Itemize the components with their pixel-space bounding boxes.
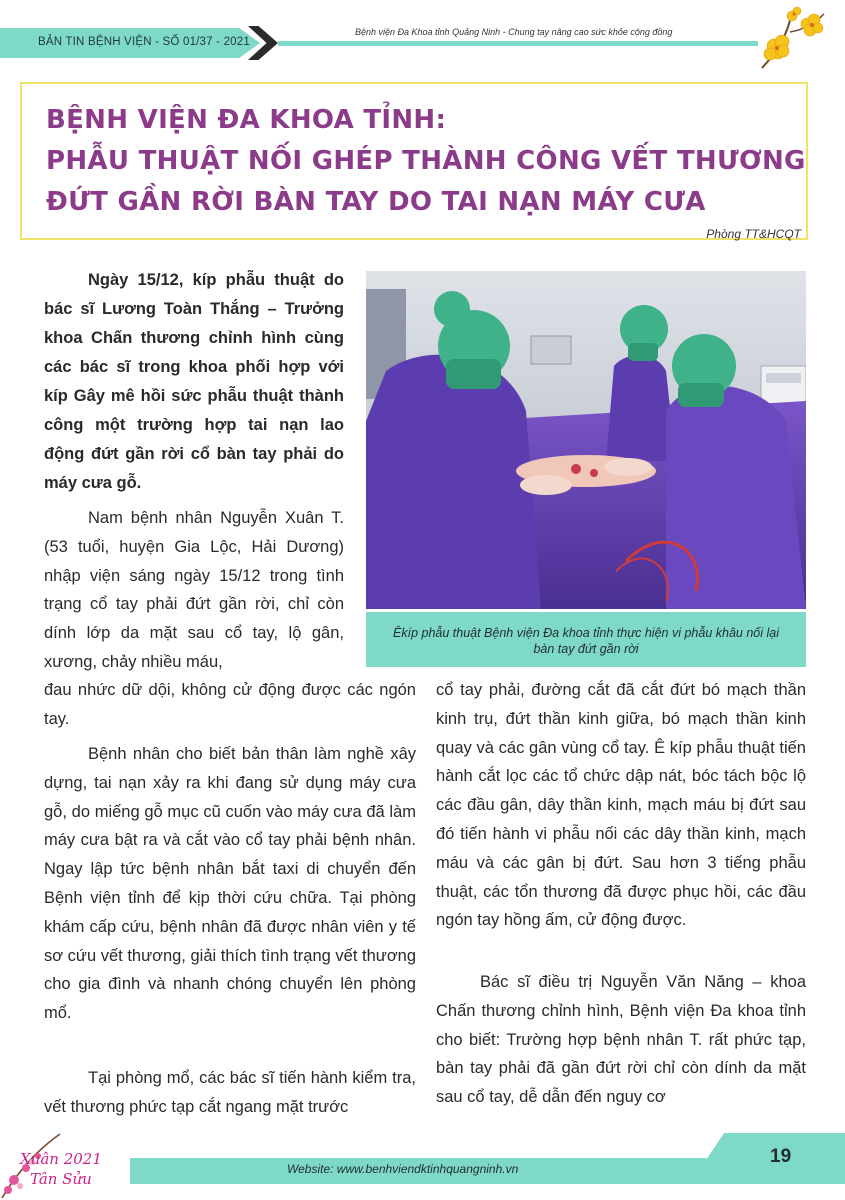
website-link[interactable]: Website: www.benhviendktinhquangninh.vn — [287, 1162, 519, 1176]
apricot-blossom-icon — [752, 2, 832, 70]
spring-line-2: Tân Sửu — [30, 1170, 92, 1188]
spring-line-1: Xuân 2021 — [20, 1150, 102, 1168]
paragraph-5: Bác sĩ điều trị Nguyễn Văn Năng – khoa Chấn thương chỉnh hình, Bệnh viện Đa khoa tỉnh cho biết: Trường hợp bệnh nhân T. rất phức tạp, bàn tay phải đã gần đứt rời chỉ còn dính da mặt sau cổ tay, dễ dẫn đến nguy cơ — [436, 973, 806, 1107]
lead-paragraph: Ngày 15/12, kíp phẫu thuật do bác sĩ Lương Toàn Thắng – Trưởng khoa Chấn thương chỉnh hình cùng các bác sĩ trong khoa phối hợp với kíp Gây mê hồi sức phẫu thuật thành công một trường hợp tai nạn lao động đứt gần rời cổ bàn tay phải do máy cưa gỗ. — [44, 271, 344, 492]
title-line-2: PHẪU THUẬT NỐI GHÉP THÀNH CÔNG VẾT THƯƠNG — [46, 146, 806, 176]
header-tagline: Bệnh viện Đa Khoa tỉnh Quảng Ninh - Chung tay nâng cao sức khỏe cộng đồng — [355, 27, 673, 37]
title-box — [20, 82, 808, 240]
paragraph-1a: Nam bệnh nhân Nguyễn Xuân T. (53 tuổi, huyện Gia Lộc, Hải Dương) nhập viện sáng ngày 15/12 trong tình trạng cổ tay phải đứt gần rời, chỉ còn dính lớp da mặt sau cổ tay, lộ gân, xương, chảy nhiều máu, — [44, 509, 344, 671]
title-line-3: ĐỨT GẦN RỜI BÀN TAY DO TAI NẠN MÁY CƯA — [46, 187, 706, 217]
paragraph-2: Bệnh nhân cho biết bản thân làm nghề xây dựng, tai nạn xảy ra khi đang sử dụng máy cưa gỗ, do miếng gỗ mục cũ cuốn vào máy cưa đã làm máy cưa bật ra và cắt vào cổ tay phải bệnh nhân. Ngay lập tức bệnh nhân bắt taxi di chuyển đến Bệnh viện tỉnh để kịp thời cứu chữa. Tại phòng khám cấp cứu, bệnh nhân đã được nhân viên y tế sơ cứu vết thương, giải thích tình trạng vết thương cho gia đình và nhanh chóng chuyển lên phòng mổ. — [44, 745, 416, 1023]
paragraph-1b: đau nhức dữ dội, không cử động được các ngón tay. — [44, 681, 416, 728]
header-rule — [278, 41, 758, 46]
photo-caption: Êkíp phẫu thuật Bệnh viện Đa khoa tỉnh thực hiện vi phẫu khâu nối lại bàn tay đứt gần rời — [366, 612, 806, 667]
surgery-photo — [366, 271, 806, 609]
title-line-1: BỆNH VIỆN ĐA KHOA TỈNH: — [46, 105, 447, 135]
page-number: 19 — [770, 1146, 792, 1167]
spring-logo — [0, 1128, 132, 1200]
byline: Phòng TT&HCQT — [706, 227, 801, 241]
paragraph-3: Tại phòng mổ, các bác sĩ tiến hành kiểm tra, vết thương phức tạp cắt ngang mặt trước — [44, 1069, 416, 1116]
footer-page-tab — [690, 1133, 845, 1184]
issue-label: BẢN TIN BỆNH VIỆN - SỐ 01/37 - 2021 — [38, 36, 250, 48]
paragraph-4: cổ tay phải, đường cắt đã cắt đứt bó mạch thần kinh trụ, đứt thần kinh giữa, bó mạch thần kinh quay và các gân vùng cổ tay. Ê kíp phẫu thuật tiến hành cắt lọc các tổ chức dập nát, bóc tách bộc lộ các đầu gân, dây thần kinh, mạch máu bị đứt sau đó tiến hành vi phẫu nối các dây thần kinh, mạch máu và các gân bị đứt. Sau hơn 3 tiếng phẫu thuật, các tổn thương đã được phục hồi, các đầu ngón tay hồng ấm, cử động được. — [436, 681, 806, 930]
